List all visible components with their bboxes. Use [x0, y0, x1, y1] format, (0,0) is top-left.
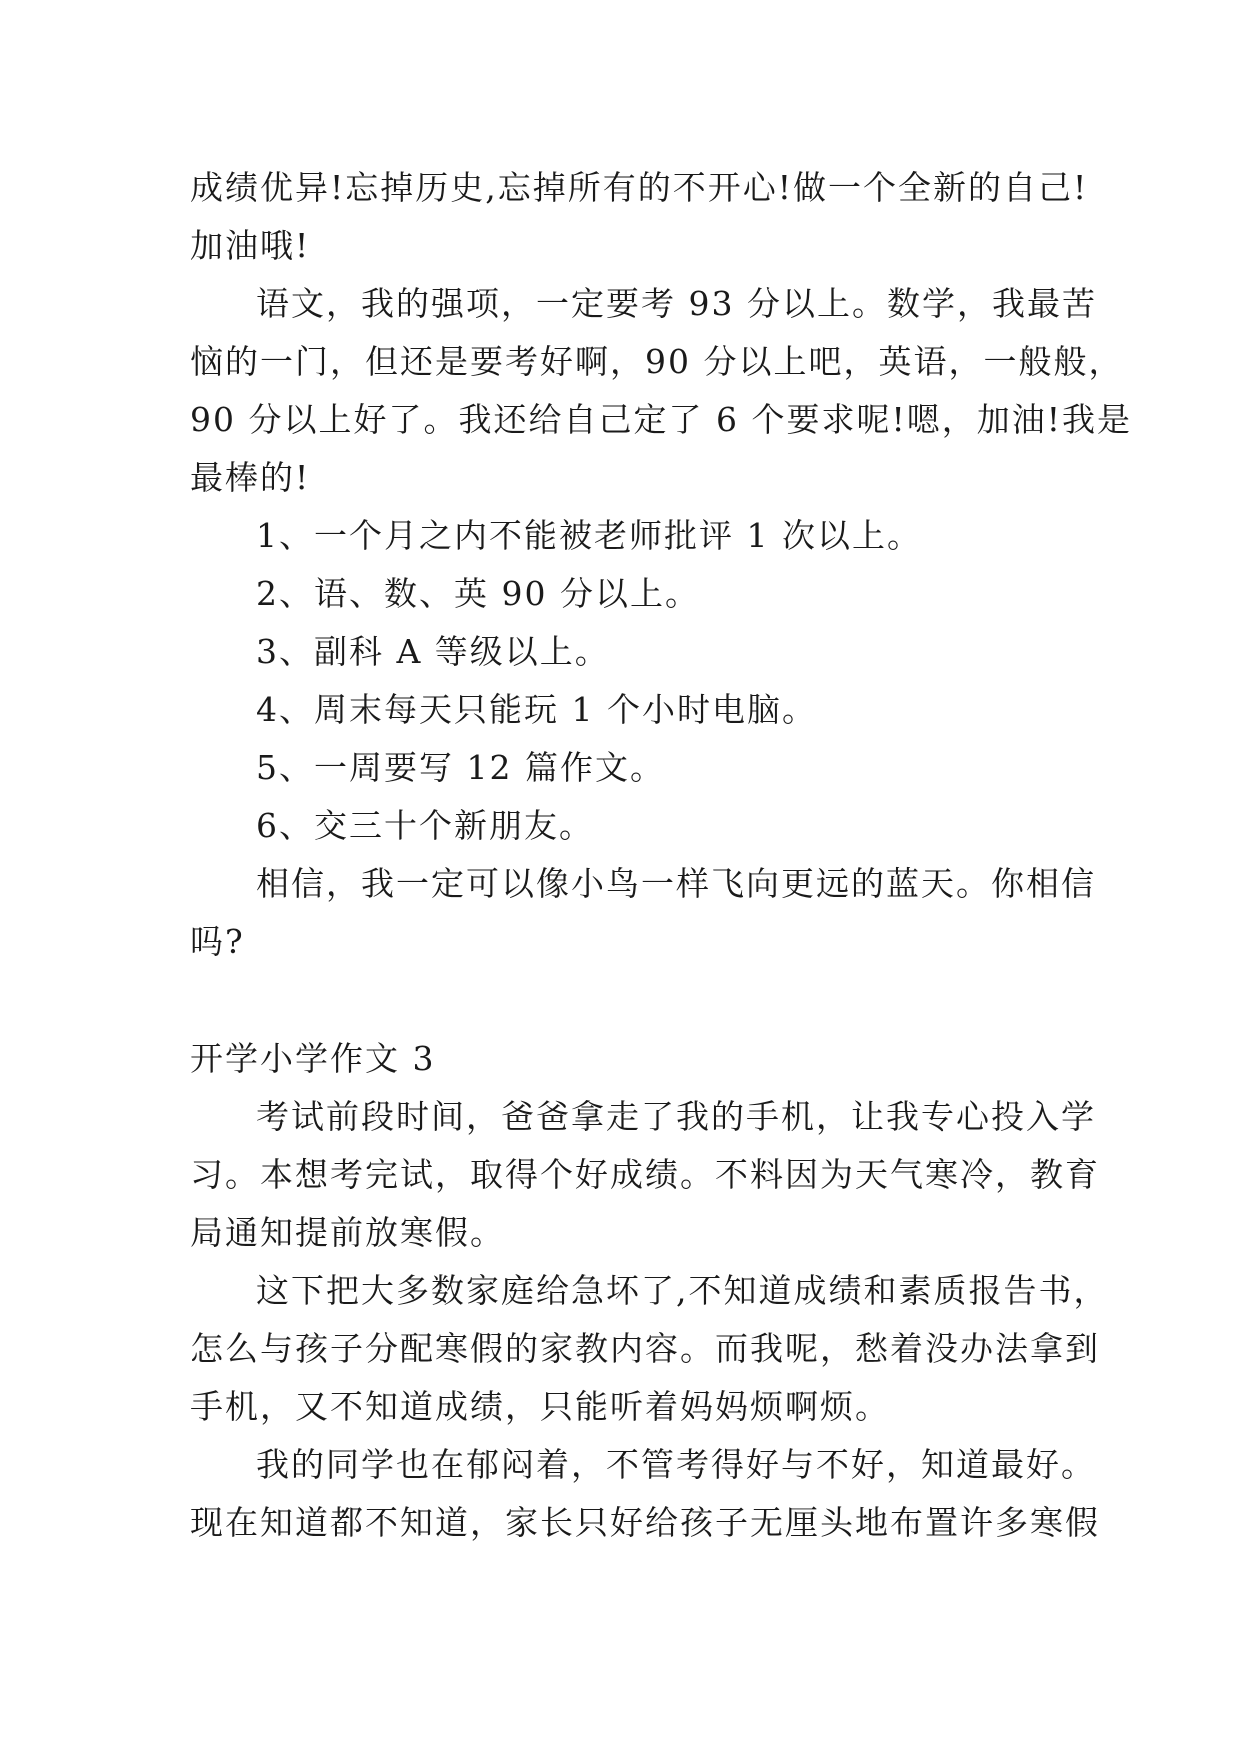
text-line: 语文，我的强项，一定要考 93 分以上。数学，我最苦: [256, 284, 1097, 323]
list-item: 4、周末每天只能玩 1 个小时电脑。: [256, 690, 817, 729]
text-line: 吗?: [190, 922, 245, 961]
list-item: 6、交三十个新朋友。: [256, 806, 594, 845]
text-line: 90 分以上好了。我还给自己定了 6 个要求呢!嗯，加油!我是: [190, 400, 1132, 439]
text-line: 手机，又不知道成绩，只能听着妈妈烦啊烦。: [190, 1387, 890, 1426]
list-item: 1、一个月之内不能被老师批评 1 次以上。: [256, 516, 922, 555]
list-item: 2、语、数、英 90 分以上。: [256, 574, 700, 613]
text-line: 局通知提前放寒假。: [190, 1213, 505, 1252]
text-line: 现在知道都不知道，家长只好给孩子无厘头地布置许多寒假: [190, 1503, 1100, 1542]
text-line: 这下把大多数家庭给急坏了,不知道成绩和素质报告书，: [256, 1271, 1109, 1310]
list-item: 5、一周要写 12 篇作文。: [256, 748, 665, 787]
text-line: 成绩优异!忘掉历史,忘掉所有的不开心!做一个全新的自己!: [190, 168, 1089, 207]
list-item: 3、副科 A 等级以上。: [256, 632, 610, 671]
text-line: 恼的一门，但还是要考好啊，90 分以上吧，英语，一般般，: [190, 342, 1124, 381]
text-line: 怎么与孩子分配寒假的家教内容。而我呢，愁着没办法拿到: [190, 1329, 1100, 1368]
text-line: 最棒的!: [190, 458, 311, 497]
section-title: 开学小学作文 3: [190, 1039, 436, 1078]
text-line: 相信，我一定可以像小鸟一样飞向更远的蓝天。你相信: [256, 864, 1096, 903]
text-line: 考试前段时间，爸爸拿走了我的手机，让我专心投入学: [256, 1097, 1096, 1136]
text-line: 习。本想考完试，取得个好成绩。不料因为天气寒冷，教育: [190, 1155, 1100, 1194]
text-line: 加油哦!: [190, 226, 311, 265]
text-line: 我的同学也在郁闷着，不管考得好与不好，知道最好。: [256, 1445, 1096, 1484]
